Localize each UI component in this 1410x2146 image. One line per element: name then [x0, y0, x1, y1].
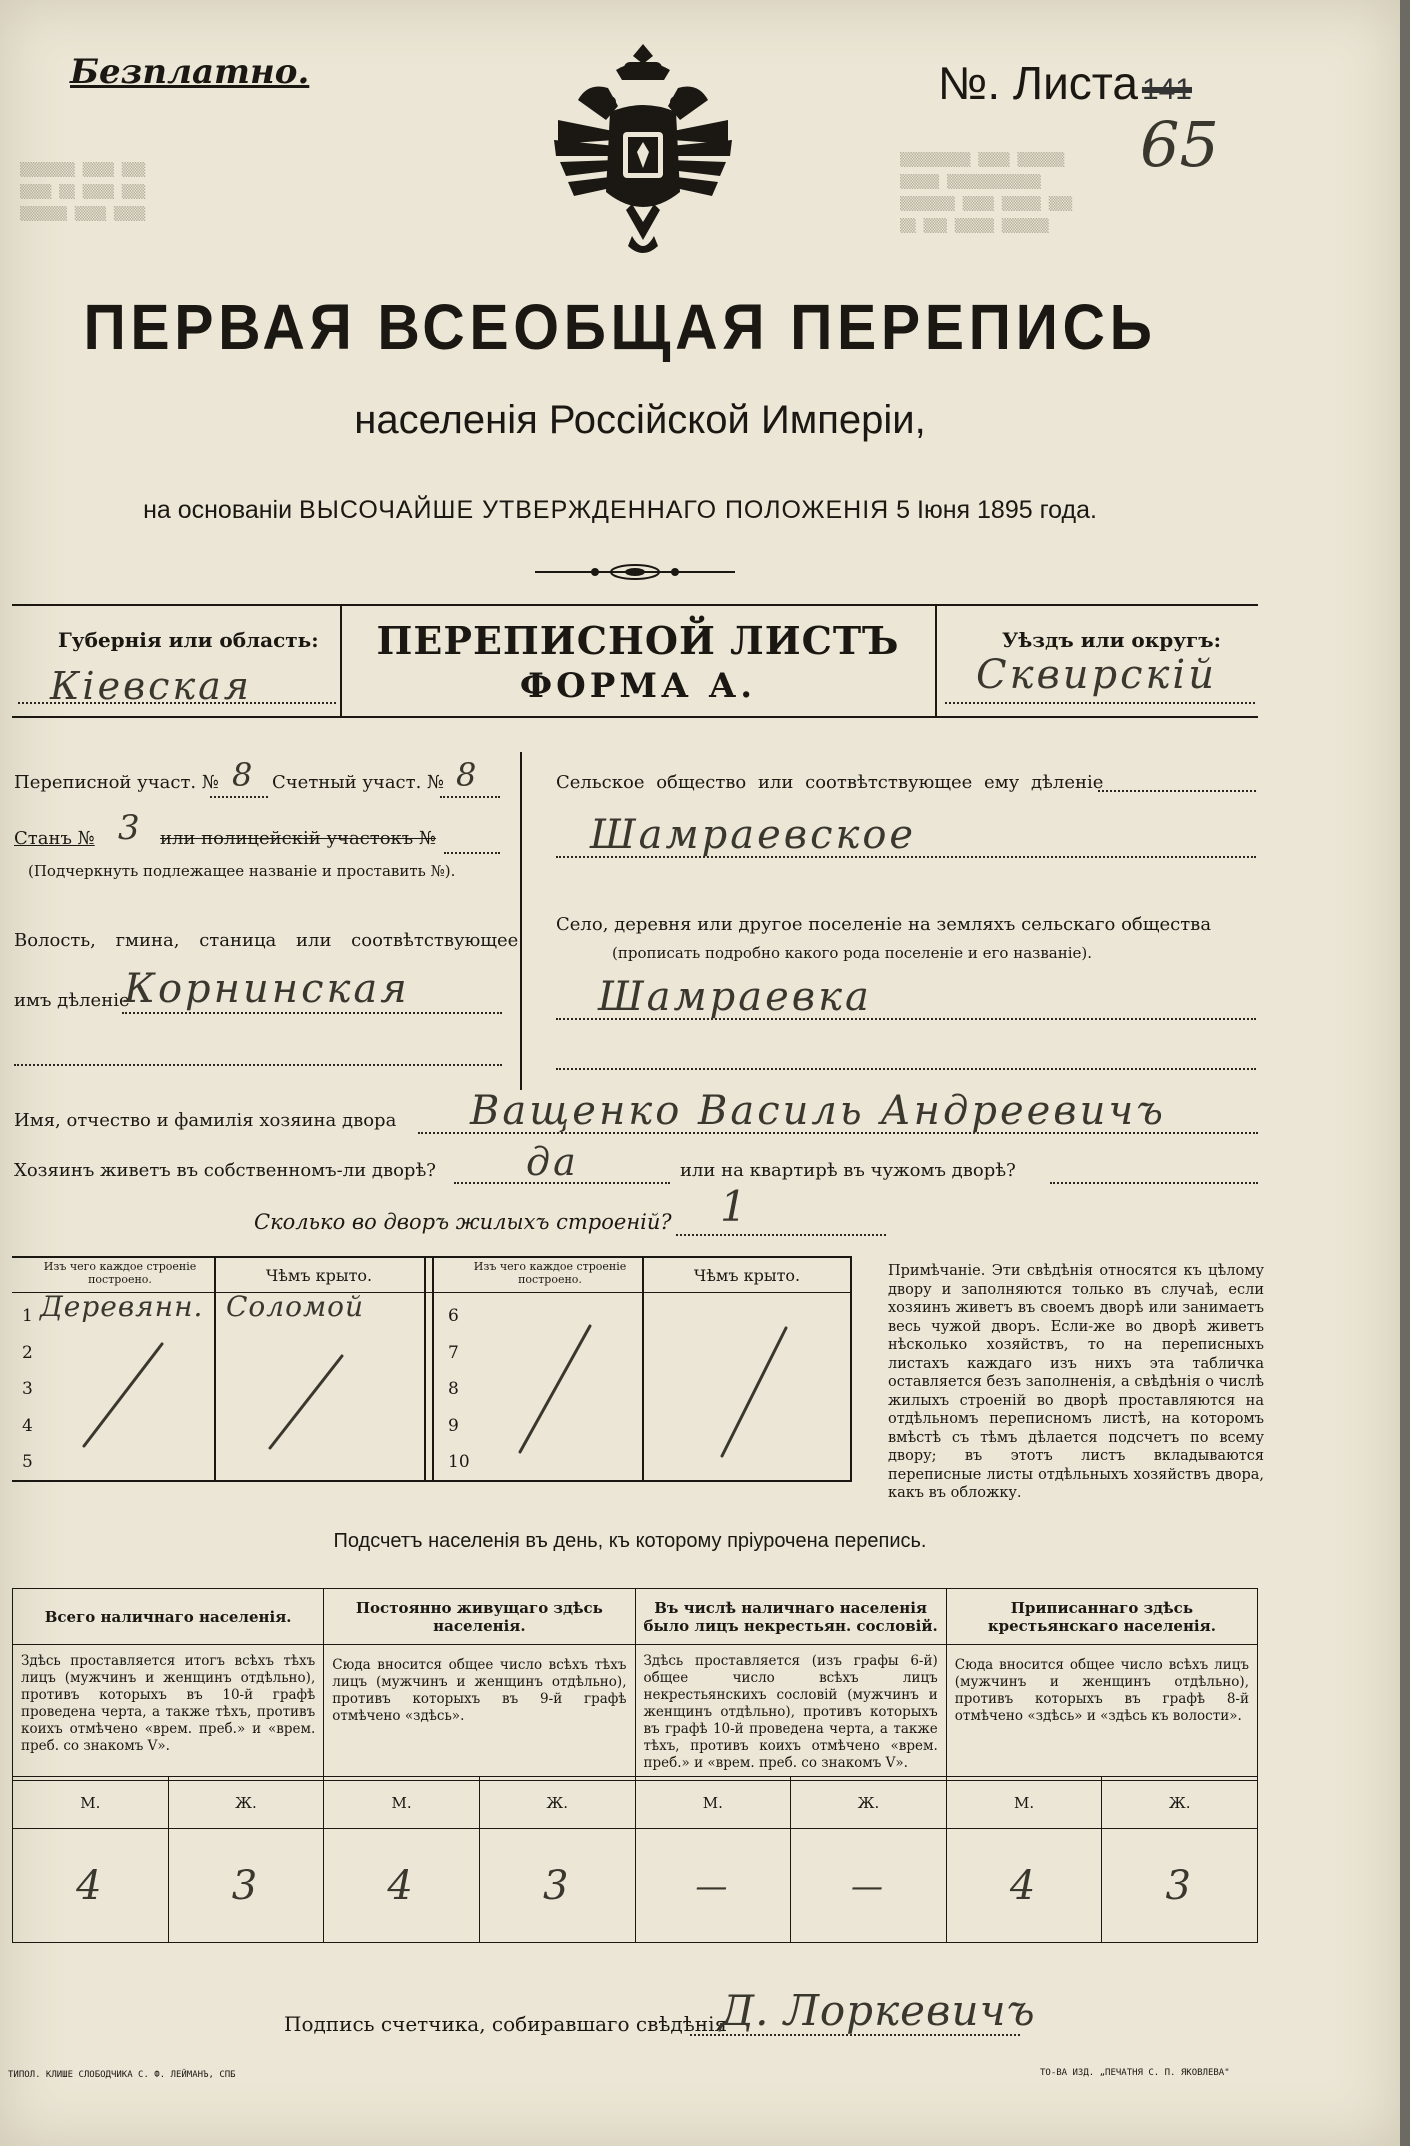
buildings-col2-header-right: Чѣмъ крыто. — [693, 1266, 801, 1285]
police-label: или полицейскій участокъ № — [160, 828, 437, 849]
form-header-divider-right — [935, 604, 937, 718]
village-value: Шамраевка — [598, 974, 872, 1020]
permanent-male-value: 4 — [324, 1829, 480, 1943]
row-number: 9 — [448, 1415, 459, 1436]
buildings-table-strike-lines — [0, 1256, 860, 1482]
bleed-through-text-right: ▒▒▒▒▒▒▒▒▒ ▒▒▒▒ ▒▒▒▒▒▒ ▒▒▒▒▒ ▒▒▒▒▒▒▒▒▒▒▒▒ ▒▒▒▒▒▒▒ ▒▒▒▒ ▒▒▒▒▒ ▒▒▒ ▒▒ ▒▒▒ ▒▒▒▒▒ ▒▒▒▒▒▒ — [900, 153, 1073, 234]
count-district-line — [440, 796, 500, 798]
row-number: 2 — [22, 1342, 33, 1363]
uezd-label: Уѣздъ или округъ: — [1002, 628, 1221, 652]
census-district-label: Переписной участ. № — [14, 772, 219, 793]
police-line — [444, 852, 500, 854]
page-title: ПЕРВАЯ ВСЕОБЩАЯ ПЕРЕПИСЬ — [83, 291, 1157, 363]
total-male-value: 4 — [13, 1829, 169, 1943]
row-number: 5 — [22, 1452, 33, 1472]
basis-date: 5 Іюня 1895 года. — [896, 496, 1097, 524]
permanent-female-value: 3 — [479, 1829, 635, 1943]
sheet-number-handwritten: 65 — [1140, 108, 1219, 181]
gubernia-value: Кіевская — [50, 664, 252, 708]
pop-col-title: Приписаннаго здѣсь крестьянскаго населенія. — [946, 1589, 1257, 1645]
pop-col-title: Постоянно живущаго здѣсь населенія. — [324, 1589, 635, 1645]
bleed-through-text-left: ▒▒▒▒▒▒▒ ▒▒▒▒ ▒▒▒ ▒▒▒▒ ▒▒ ▒▒▒▒ ▒▒▒ ▒▒▒▒▒▒ ▒▒▒▒ ▒▒▒▒ — [20, 163, 146, 222]
gubernia-line — [18, 702, 336, 704]
stan-value: 3 — [118, 808, 143, 848]
nonpeasant-female-value: — — [791, 1829, 947, 1943]
female-label: Ж. — [479, 1777, 635, 1829]
population-heading: Подсчетъ населенія въ день, къ которому пріурочена перепись. — [333, 1530, 927, 1552]
male-label: М. — [13, 1777, 169, 1829]
female-label: Ж. — [168, 1777, 324, 1829]
buildings-value: 1 — [720, 1182, 750, 1231]
pop-col-title: Всего наличнаго населенія. — [13, 1589, 324, 1645]
basis-prefix: на основаніи — [143, 496, 293, 524]
owner-line — [418, 1132, 1258, 1134]
pop-col-desc: Здѣсь проставляется итогъ всѣхъ тѣхъ лицъ (мужчинъ и женщинъ отдѣльно), противъ которыхъ въ 10-й графѣ проведена черта, а также тѣхъ, противъ коихъ отмѣчено «врем. преб.» и «врем. преб. со знакомъ V». — [13, 1645, 324, 1781]
society-value: Шамраевское — [590, 812, 917, 858]
census-district-line — [210, 796, 268, 798]
society-line-2 — [556, 856, 1256, 858]
buildings-line — [676, 1234, 886, 1236]
basis-caps: ВЫСОЧАЙШЕ УТВЕРЖДЕННАГО ПОЛОЖЕНІЯ — [299, 496, 890, 524]
society-line — [1098, 790, 1256, 792]
form-title: ПЕРЕПИСНОЙ ЛИСТЪ — [376, 618, 900, 663]
buildings-note: Примѣчаніе. Эти свѣдѣнія относятся къ цѣлому двору и заполняются только въ случаѣ, если хозяинъ живетъ въ своемъ дворѣ или занимаетъ весь чужой дворъ. Если-же во дворѣ живетъ нѣсколько хозяйствъ, то на переписныхъ листахъ каждаго изъ нихъ эта табличка оставляется безъ заполненія, а свѣдѣнія о числѣ жилыхъ строеній во дворѣ проставляются на отдѣльномъ переписномъ листѣ, на которомъ вмѣстѣ съ тѣмъ дѣлается подсчетъ по всему двору; въ этотъ листъ вкладываются переписные листы отдѣльныхъ хозяйствъ двора, какъ въ обложку. — [888, 1263, 1264, 1501]
stan-label-text: Станъ № — [14, 828, 95, 849]
volost-value: Корнинская — [124, 966, 410, 1012]
row-number: 1 — [22, 1306, 33, 1326]
gubernia-label: Губернія или область: — [58, 628, 319, 652]
buildings-col1-header-left: Изъ чего каждое строеніе построено. — [43, 1260, 197, 1286]
row-number: 3 — [22, 1379, 33, 1399]
fields-divider — [520, 752, 522, 1090]
signature-label: Подпись счетчика, собиравшаго свѣдѣнія — [284, 2012, 728, 2036]
village-line — [556, 1018, 1256, 1020]
signature-value: Д. Лоркевичъ — [720, 1986, 1036, 2035]
male-label: М. — [946, 1777, 1102, 1829]
form-name: ФОРМА А. — [519, 666, 757, 706]
buildings-label: Сколько во дворъ жилыхъ строеній? — [254, 1210, 672, 1234]
signature-line — [690, 2034, 1020, 2036]
village-line-2 — [556, 1068, 1256, 1070]
pop-col-title: Въ числѣ наличнаго населенія было лицъ некрестьян. сословій. — [635, 1589, 946, 1645]
row-number: 10 — [448, 1452, 470, 1472]
female-label: Ж. — [1102, 1777, 1258, 1829]
page-subtitle: населенія Россійской Имперіи, — [354, 398, 926, 442]
row-number: 6 — [448, 1306, 459, 1326]
row-number: 4 — [22, 1415, 33, 1436]
census-district-value: 8 — [232, 756, 256, 794]
village-note: (прописать подробно какого рода поселеніе и его названіе). — [612, 944, 1092, 962]
stan-label — [14, 828, 95, 849]
underline-note: (Подчеркнуть подлежащее названіе и проставить №). — [28, 862, 456, 880]
basis-line — [30, 496, 1210, 525]
row-number: 7 — [448, 1342, 459, 1363]
pop-col-desc: Сюда вносится общее число всѣхъ тѣхъ лицъ (мужчинъ и женщинъ отдѣльно), противъ которыхъ въ 9-й графѣ отмѣчено «здѣсь». — [324, 1645, 635, 1781]
owner-value: Ващенко Василь Андреевичъ — [470, 1088, 1166, 1134]
uezd-line — [945, 702, 1255, 704]
uezd-value: Сквирскій — [976, 652, 1217, 698]
population-values-table — [12, 1776, 1258, 1943]
owner-label: Имя, отчество и фамилія хозяина двора — [14, 1110, 397, 1131]
scan-edge — [1400, 0, 1410, 2146]
sheet-number-label — [938, 56, 1192, 110]
form-header-bottom-rule — [12, 716, 1258, 718]
rent-label: или на квартирѣ въ чужомъ дворѣ? — [680, 1160, 1016, 1181]
rent-line — [1050, 1182, 1258, 1184]
society-label: Сельское общество или соотвѣтствующее ему дѣленіе — [556, 772, 1104, 793]
printer-imprint-right: ТО-ВА ИЗД. „ПЕЧАТНЯ С. П. ЯКОВЛЕВА" — [1040, 2068, 1230, 2078]
volost-label-2: имъ дѣленіе — [14, 990, 130, 1011]
own-yard-value: да — [526, 1140, 579, 1184]
registered-female-value: 3 — [1102, 1829, 1258, 1943]
row-number: 8 — [448, 1379, 459, 1399]
count-district-value: 8 — [456, 756, 480, 794]
free-label: Безплатно. — [70, 52, 310, 92]
form-header-top-rule — [12, 604, 1258, 606]
volost-label: Волость, гмина, станица или соотвѣтствующее — [14, 930, 519, 951]
own-yard-line — [454, 1182, 670, 1184]
female-label: Ж. — [791, 1777, 947, 1829]
registered-male-value: 4 — [946, 1829, 1102, 1943]
volost-line-2 — [14, 1064, 502, 1066]
total-female-value: 3 — [168, 1829, 324, 1943]
male-label: М. — [324, 1777, 480, 1829]
row1-material: Деревянн. — [40, 1290, 204, 1323]
volost-line — [122, 1012, 502, 1014]
nonpeasant-male-value: — — [635, 1829, 791, 1943]
row1-roof: Соломой — [226, 1290, 365, 1323]
population-table — [12, 1588, 1258, 1781]
buildings-col2-header-left: Чѣмъ крыто. — [265, 1266, 373, 1285]
ornament-divider — [535, 560, 735, 584]
sheet-number-struck: 141 — [1141, 73, 1192, 106]
village-label: Село, деревня или другое поселеніе на земляхъ сельскаго общества — [556, 914, 1212, 935]
pop-col-desc: Сюда вносится общее число всѣхъ лицъ (мужчинъ и женщинъ отдѣльно), противъ которыхъ въ графѣ 8-й отмѣчено «здѣсь» и «здѣсь къ волости». — [946, 1645, 1257, 1781]
own-yard-label: Хозяинъ живетъ въ собственномъ-ли дворѣ? — [14, 1160, 436, 1181]
printer-imprint-left: ТИПОЛ. КЛИШЕ СЛОБОДЧИКА С. Ф. ЛЕЙМАНЪ, СПБ — [8, 2070, 236, 2080]
pop-col-desc: Здѣсь проставляется (изъ графы 6-й) общее число всѣхъ лицъ некрестьянскихъ сословій (мужчинъ и женщинъ отдѣльно), противъ которыхъ въ графѣ 10-й проведена черта, а также тѣхъ, противъ коихъ отмѣчено «врем. преб.» и «врем. преб. со знакомъ V». — [635, 1645, 946, 1781]
imperial-eagle-emblem — [548, 40, 738, 260]
male-label: М. — [635, 1777, 791, 1829]
count-district-label: Счетный участ. № — [272, 772, 445, 793]
buildings-col1-header-right: Изъ чего каждое строеніе построено. — [473, 1260, 627, 1286]
sheet-number-text: №. Листа — [938, 57, 1138, 109]
